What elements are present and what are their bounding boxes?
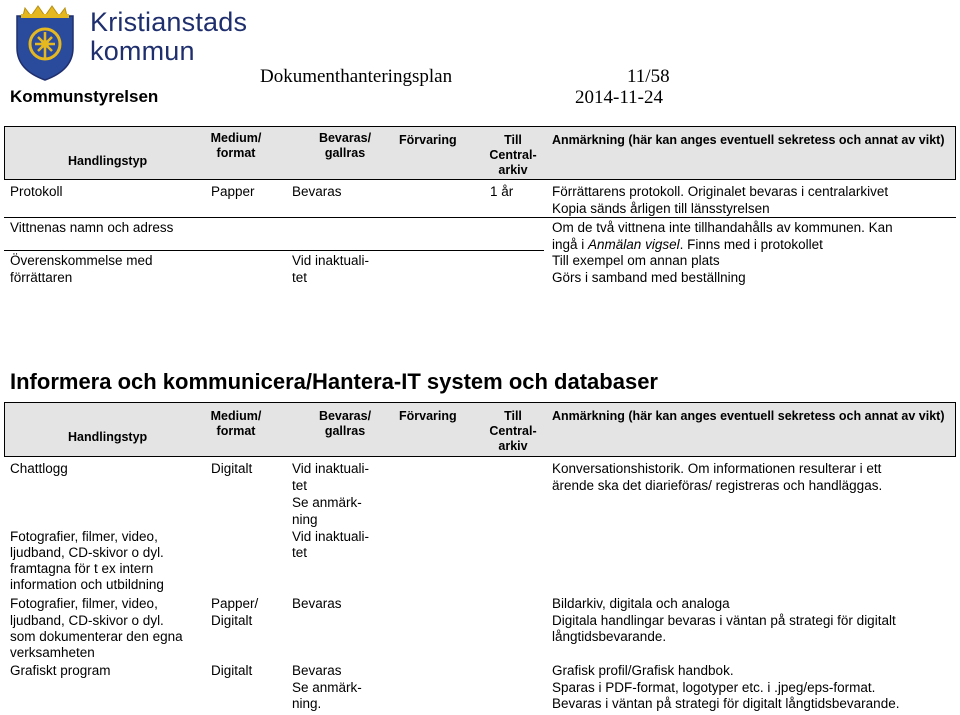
t2-r1-type: Chattlogg [10,461,68,476]
t2-r3-remarks-1: Bildarkiv, digitala och analoga [552,596,730,611]
t2-r4-medium: Digitalt [211,663,253,678]
t1-r3-keep-1: Vid inaktuali- [292,253,370,268]
col-medium-header-2: Medium/ format [210,409,262,438]
t2-r2-keep-1: Vid inaktuali- [292,529,370,544]
t1-r2-remarks-2: ingå i Anmälan vigsel. Finns med i protokollet [552,237,823,252]
t2-r3-medium-1: Papper/ [211,596,259,611]
col-keep-header: Bevaras/ gallras [318,131,372,160]
col-type-header-2: Handlingstyp [68,430,148,444]
col-type-header: Handlingstyp [68,154,148,168]
t1-r2-type: Vittnenas namn och adress [10,220,174,235]
col-storage-header: Förvaring [399,133,457,147]
municipality-crest-logo [11,4,79,82]
t1-r3-remarks-1: Till exempel om annan plats [552,253,720,268]
t2-r2-keep-2: tet [292,545,308,560]
t2-r3-remarks-2: Digitala handlingar bevaras i väntan på strategi för digitalt [552,613,896,628]
t2-r1-keep-3: Se anmärk- [292,495,362,510]
col-remarks-header-2: Anmärkning (här kan anges eventuell sekretess och annat av vikt) [552,409,945,423]
brand-name-line1: Kristianstads [90,7,248,37]
t1-r1-medium: Papper [211,184,255,199]
t2-r4-type: Grafiskt program [10,663,111,678]
form-reference: Anmälan vigsel [588,237,680,252]
page-number: 11/58 [627,66,670,87]
col-remarks-header: Anmärkning (här kan anges eventuell sekretess och annat av vikt) [552,133,945,147]
t2-r3-remarks-3: långtidsbevarande. [552,629,667,644]
t1-r3-remarks-2: Görs i samband med beställning [552,270,746,285]
t2-r2-type-1: Fotografier, filmer, video, [10,529,158,544]
t1-r2-remarks-1: Om de två vittnena inte tillhandahålls av kommunen. Kan [552,220,893,235]
t2-r2-type-2: ljudband, CD-skivor o dyl. [10,545,164,560]
t2-r1-medium: Digitalt [211,461,253,476]
t1-r1-keep: Bevaras [292,184,342,199]
t2-r3-medium-2: Digitalt [211,613,253,628]
col-storage-header-2: Förvaring [399,409,457,423]
t2-r2-type-3: framtagna för t ex intern [10,561,154,576]
col-keep-header-2: Bevaras/ gallras [318,409,372,438]
t1-r3-type-1: Överenskommelse med [10,253,153,268]
document-date: 2014-11-24 [575,87,663,108]
office-name: Kommunstyrelsen [10,87,159,106]
t1-r1-type: Protokoll [10,184,63,199]
col-archive-header-2: Till Central- arkiv [489,409,537,453]
section-heading: Informera och kommunicera/Hantera-IT system och databaser [10,369,658,394]
t1-r3-type-2: förrättaren [10,270,73,285]
t1-divider-1 [4,217,956,218]
t1-r1-remarks-2: Kopia sänds årligen till länsstyrelsen [552,201,770,216]
t2-r3-type-3: som dokumenterar den egna [10,629,183,644]
t2-r2-type-4: information och utbildning [10,577,164,592]
t2-r4-remarks-1: Grafisk profil/Grafisk handbok. [552,663,734,678]
t1-r3-keep-2: tet [292,270,308,285]
t2-r4-keep-2: Se anmärk- [292,680,362,695]
t2-r4-remarks-2: Sparas i PDF-format, logotyper etc. i .jpeg/eps-format. [552,680,876,695]
t2-r1-keep-1: Vid inaktuali- [292,461,370,476]
t2-r4-keep-3: ning. [292,696,322,711]
t2-r1-keep-2: tet [292,478,308,493]
t2-r1-remarks-1: Konversationshistorik. Om informationen resulterar i ett [552,461,882,476]
t2-r3-type-2: ljudband, CD-skivor o dyl. [10,613,164,628]
t2-r4-keep-1: Bevaras [292,663,342,678]
t2-r3-type-1: Fotografier, filmer, video, [10,596,158,611]
col-medium-header: Medium/ format [210,131,262,160]
crest-icon [11,4,79,82]
t2-r3-keep-1: Bevaras [292,596,342,611]
document-title: Dokumenthanteringsplan [260,66,453,87]
t2-r1-remarks-2: ärende ska det diarieföras/ registreras och handläggas. [552,478,883,493]
brand-name-line2: kommun [90,36,195,66]
t1-r1-remarks-1: Förrättarens protokoll. Originalet bevaras i centralarkivet [552,184,889,199]
t1-r1-storage: 1 år [490,184,514,199]
t1-divider-2 [4,250,544,251]
col-archive-header: Till Central- arkiv [489,133,537,177]
t2-r4-remarks-3: Bevaras i väntan på strategi för digitalt långtidsbevarande. [552,696,900,711]
t2-r1-keep-4: ning [292,512,318,527]
t2-r3-type-4: verksamheten [10,645,95,660]
brand-name [90,8,247,66]
